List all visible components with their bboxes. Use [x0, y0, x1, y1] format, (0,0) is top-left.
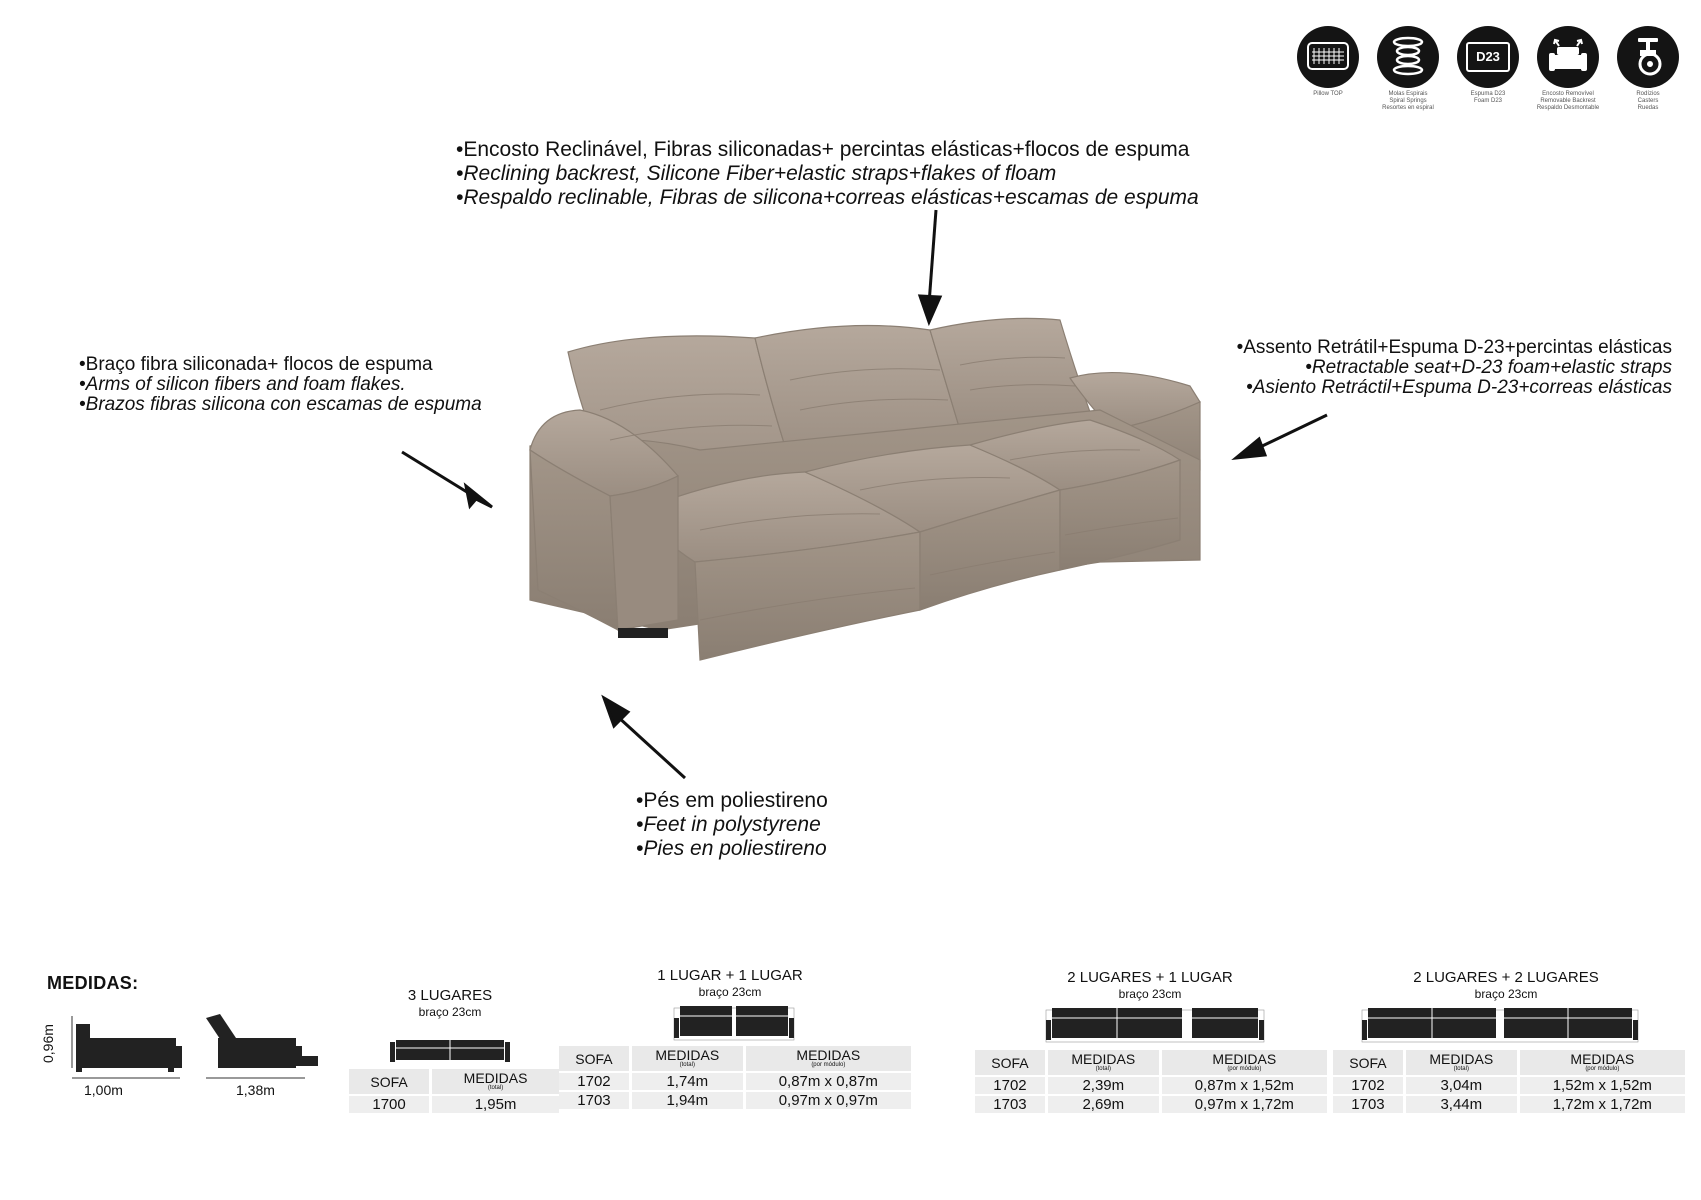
profile-diagrams — [40, 1010, 320, 1090]
table-2-lugares-1-lugar — [972, 1048, 1330, 1115]
table-row: 1702 1,74m 0,87m x 0,87m — [559, 1073, 911, 1090]
callout-line: •Pies en poliestireno — [636, 837, 827, 860]
feature-pillow-top — [1292, 26, 1364, 98]
depth-open-label: 1,38m — [236, 1082, 275, 1098]
table-2-lugares-2-lugares — [1330, 1048, 1688, 1115]
feature-caption: Espuma D23 Foam D23 — [1470, 91, 1506, 104]
feature-spiral-springs — [1372, 26, 1444, 112]
feature-caption: Pillow TOP — [1313, 91, 1343, 97]
sofa-3-seats-icon — [390, 1038, 510, 1064]
sofa-2plus2-icon — [1360, 1004, 1640, 1044]
casters-icon — [1617, 26, 1679, 88]
callout-line: •Retractable seat+D-23 foam+elastic straps — [1305, 357, 1672, 378]
height-label: 0,96m — [40, 1024, 56, 1063]
callout-backrest — [456, 138, 1199, 210]
table-row: 1703 3,44m 1,72m x 1,72m — [1333, 1096, 1685, 1113]
feature-removable-backrest — [1532, 26, 1604, 112]
sofa-closed-profile-icon — [72, 1016, 182, 1078]
callout-line: •Asiento Retráctil+Espuma D-23+correas elásticas — [1246, 377, 1672, 398]
depth-closed-label: 1,00m — [84, 1082, 123, 1098]
col-medidas: MEDIDAS (total) — [1048, 1050, 1159, 1075]
pillow-top-icon — [1297, 26, 1359, 88]
col-medidas-modulo: MEDIDAS (por módulo) — [746, 1046, 911, 1071]
sofa-1plus1-icon — [672, 1002, 796, 1042]
removable-backrest-icon — [1537, 26, 1599, 88]
feature-foam-d23 — [1452, 26, 1524, 105]
callout-seat — [1172, 338, 1672, 398]
callout-line: •Brazos fibras silicona con escamas de espuma — [79, 394, 482, 415]
callout-line: •Assento Retrátil+Espuma D-23+percintas elásticas — [1236, 337, 1672, 358]
col-medidas: MEDIDAS (total) — [632, 1046, 743, 1071]
table-row: 1702 2,39m 0,87m x 1,52m — [975, 1077, 1327, 1094]
group-title: 3 LUGARES braço 23cm — [407, 987, 493, 1019]
sofa-2plus1-icon — [1044, 1004, 1266, 1044]
col-medidas: MEDIDAS (total) — [1406, 1050, 1517, 1075]
feature-casters — [1612, 26, 1684, 112]
sofa-illustration — [500, 300, 1240, 720]
group-title: 1 LUGAR + 1 LUGAR braço 23cm — [657, 967, 803, 999]
table-1-lugar-1-lugar — [556, 1044, 914, 1111]
foam-d23-badge: D23 — [1466, 42, 1510, 72]
col-sofa: SOFA — [975, 1050, 1045, 1075]
callout-line: •Encosto Reclinável, Fibras siliconadas+ percintas elásticas+flocos de espuma — [456, 138, 1190, 161]
col-sofa: SOFA — [1333, 1050, 1403, 1075]
col-medidas-modulo: MEDIDAS (por módulo) — [1162, 1050, 1327, 1075]
col-sofa: SOFA — [349, 1069, 429, 1094]
spiral-springs-icon — [1377, 26, 1439, 88]
table-row: 1700 1,95m — [349, 1096, 559, 1113]
callout-arms — [79, 355, 482, 415]
feature-caption: Rodízios Casters Ruedas — [1636, 91, 1660, 111]
foam-d23-icon — [1457, 26, 1519, 88]
table-row: 1703 2,69m 0,97m x 1,72m — [975, 1096, 1327, 1113]
group-title: 2 LUGARES + 1 LUGAR braço 23cm — [1067, 969, 1233, 1001]
col-sofa: SOFA — [559, 1046, 629, 1071]
callout-line: •Reclining backrest, Silicone Fiber+elastic straps+flakes of floam — [456, 162, 1057, 185]
measures-title: MEDIDAS: — [47, 973, 139, 993]
feature-caption: Encosto Removível Removable Backrest Respaldo Desmontable — [1536, 91, 1600, 111]
table-row: 1702 3,04m 1,52m x 1,52m — [1333, 1077, 1685, 1094]
sofa-reclined-profile-icon — [206, 1014, 318, 1078]
callout-feet — [636, 789, 828, 861]
group-title: 2 LUGARES + 2 LUGARES braço 23cm — [1413, 969, 1599, 1001]
callout-line: •Pés em poliestireno — [636, 789, 828, 812]
table-row: 1703 1,94m 0,97m x 0,97m — [559, 1092, 911, 1109]
callout-line: •Respaldo reclinable, Fibras de silicona+correas elásticas+escamas de espuma — [456, 186, 1199, 209]
table-3-lugares — [346, 1067, 562, 1115]
col-medidas-modulo: MEDIDAS (por módulo) — [1520, 1050, 1685, 1075]
col-medidas: MEDIDAS (total) — [432, 1069, 559, 1094]
callout-line: •Feet in polystyrene — [636, 813, 821, 836]
feature-caption: Molas Espirais Spiral Springs Resortes en espiral — [1382, 91, 1434, 111]
callout-line: •Braço fibra siliconada+ flocos de espuma — [79, 354, 433, 375]
callout-line: •Arms of silicon fibers and foam flakes. — [79, 374, 406, 395]
